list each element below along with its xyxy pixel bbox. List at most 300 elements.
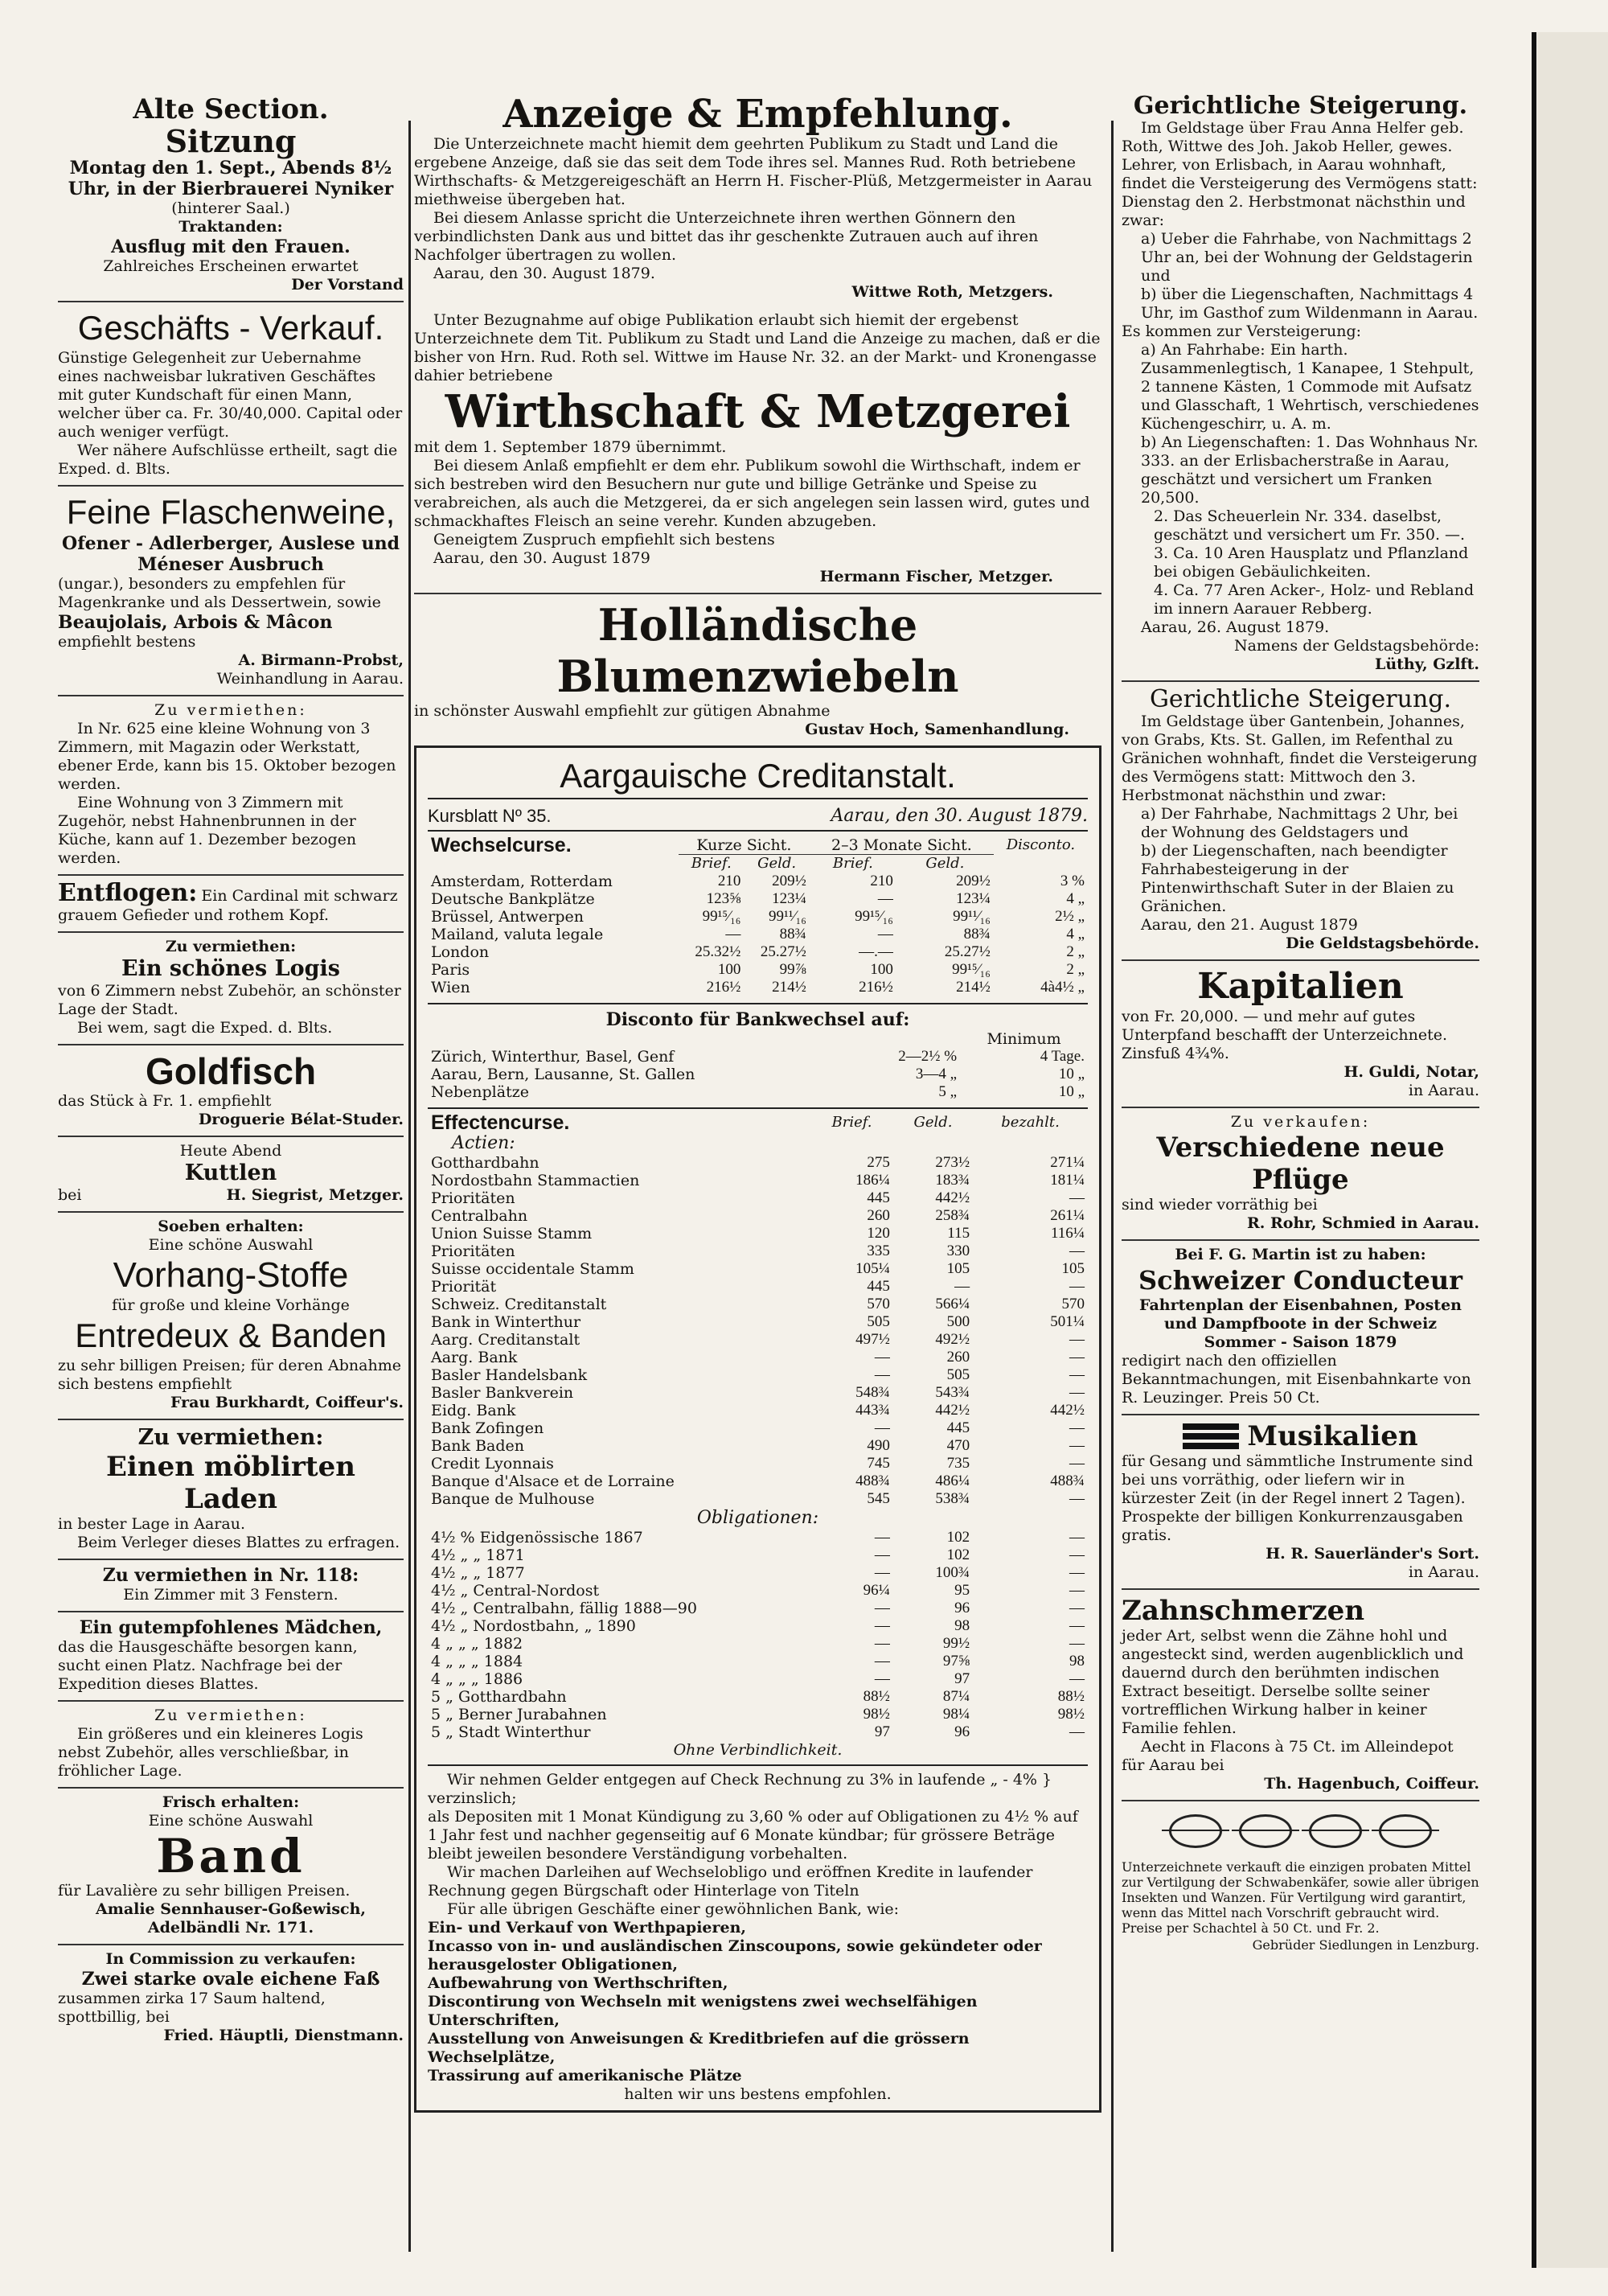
row-label: Amsterdam, Rotterdam — [431, 873, 613, 890]
monate-sicht-header: 2–3 Monate Sicht. — [810, 836, 994, 855]
ad-text: (hinterer Saal.) — [171, 199, 290, 217]
row-label: Prioritäten — [431, 1242, 515, 1260]
row-label: 4½ „ Central-Nordost — [431, 1582, 600, 1600]
row-value: 123¼ — [772, 890, 806, 907]
credit-title: Aargauische Creditanstalt. — [428, 754, 1088, 799]
middle-column — [414, 88, 1101, 2113]
row-value: 99¹⁵⁄₁₆ — [855, 908, 893, 925]
row-value: — — [1069, 1242, 1085, 1259]
ad-kuttlen — [58, 1137, 404, 1213]
ad-text: sind wieder vorräthig bei — [1122, 1196, 1318, 1214]
row-label: Banque de Mulhouse — [431, 1490, 595, 1508]
ad-signature: Amalie Sennhauser-Goßewisch, — [95, 1900, 367, 1918]
column-rule-right — [1111, 121, 1114, 2252]
row-label: Suisse occidentale Stamm — [431, 1260, 634, 1278]
row-value: 4 Tage. — [1040, 1048, 1085, 1065]
ad-vorhang — [58, 1213, 404, 1420]
row-value: 88½ — [863, 1688, 890, 1705]
footer-text: Wir nehmen Gelder entgegen auf Check Rechnung zu 3% in laufende „ - 4% } verzinslich; — [428, 1771, 1052, 1807]
ad-text: von Fr. 20,000. — und mehr auf gutes Unterpfand beschafft der Unterzeichnete. Zinsfuß 4¾%. — [1122, 1008, 1448, 1062]
row-label: 4 „ „ „ 1886 — [431, 1670, 523, 1688]
row-value: — — [874, 1600, 890, 1616]
row-value: 181¼ — [1050, 1172, 1085, 1189]
row-value: 97 — [954, 1670, 970, 1687]
ad-text: Ofener - Adlerberger, Auslese und Méneser Ausbruch — [62, 533, 400, 575]
beetle-icon — [1379, 1814, 1432, 1848]
disconto-section — [428, 1003, 1088, 1101]
left-column — [58, 88, 404, 2052]
row-value: 570 — [867, 1296, 890, 1312]
table-row — [428, 1066, 1088, 1083]
ad-title: Kuttlen — [184, 1160, 277, 1185]
ad-title: Goldfisch — [145, 1050, 317, 1092]
table-row — [428, 943, 1088, 961]
row-label: 4½ „ „ 1877 — [431, 1564, 525, 1582]
row-value: 501¼ — [1050, 1313, 1085, 1330]
ad-text: in schönster Auswahl empfiehlt zur gütigen Abnahme — [414, 702, 831, 720]
service-item: Aufbewahrung von Werthschriften, — [428, 1974, 728, 1992]
row-value: 4à4½ „ — [1040, 979, 1085, 996]
ad-text: Zu verkaufen: — [1230, 1113, 1371, 1131]
row-label: London — [431, 943, 490, 961]
ad-text: In Nr. 625 eine kleine Wohnung von 3 Zimmern, mit Magazin oder Werkstatt, ebener Erde, kann bis 15. Oktober bezogen werden. — [58, 720, 396, 793]
row-value: — — [1069, 1617, 1085, 1634]
row-value: 95 — [954, 1582, 970, 1599]
ad-logis — [58, 933, 404, 1045]
table-row — [428, 1582, 1088, 1600]
row-label: Aarau, Bern, Lausanne, St. Gallen — [431, 1066, 695, 1083]
ad-title: Entredeux & Banden — [75, 1316, 387, 1354]
effecten-section — [428, 1107, 1088, 1760]
ad-signature: Lüthy, Gzlft. — [1374, 655, 1479, 673]
table-row — [428, 1207, 1088, 1225]
service-item: Trassirung auf amerikanische Plätze — [428, 2067, 742, 2084]
row-label: 5 „ Stadt Winterthur — [431, 1723, 591, 1741]
kurze-sicht-header: Kurze Sicht. — [679, 836, 810, 855]
row-value: 100¾ — [935, 1564, 970, 1581]
ad-signature: Th. Hagenbuch, Coiffeur. — [1264, 1775, 1479, 1793]
ad-signature: Hermann Fischer, Metzger. — [819, 568, 1053, 585]
row-value: 216½ — [859, 979, 893, 996]
row-value: 99⅞ — [779, 961, 806, 978]
ad-flaschenweine — [58, 487, 404, 696]
geld-header: Geld. — [757, 855, 797, 872]
row-value: 97 — [874, 1723, 890, 1740]
row-value: 216½ — [706, 979, 741, 996]
ad-text: (ungar.), besonders zu empfehlen für Magenkranke und als Dessertwein, sowie — [58, 575, 381, 611]
table-row — [428, 1670, 1088, 1688]
row-label: Wien — [431, 979, 470, 996]
table-row — [428, 1189, 1088, 1207]
row-value: 88½ — [1057, 1688, 1085, 1705]
row-value: 105¼ — [855, 1260, 890, 1277]
row-value: 210 — [717, 873, 741, 889]
row-value: 488¾ — [1050, 1472, 1085, 1489]
ad-text: Im Geldstage über Gantenbein, Johannes, von Grabs, Kts. St. Gallen, im Refenthal zu Gränichen wohnhaft, findet die Versteigerung des Vermögens statt: Mittwoch den 3. Herbstmonat nächsthin und zwar: — [1122, 713, 1478, 804]
row-label: Nebenplätze — [431, 1083, 529, 1101]
ad-text: 2. Das Scheuerlein Nr. 334. daselbst, geschätzt und versichert um Fr. 350. —. — [1154, 507, 1466, 544]
ad-title: Alte Section. — [133, 93, 329, 125]
ad-text: Unterzeichnete verkauft die einzigen probaten Mittel zur Vertilgung der Schwabenkäfer, sowie aller übrigen Insekten und Wanzen. Für Vertilgung wird garantirt, wenn das Mittel nach Vorschrift gebraucht wird. Preise per Schachtel à 50 Ct. und Fr. 2. — [1122, 1859, 1479, 1936]
row-value: — — [874, 1529, 890, 1546]
row-value: 96 — [954, 1723, 970, 1740]
table-row — [428, 1278, 1088, 1296]
row-value: — — [877, 926, 893, 943]
row-value: 570 — [1061, 1296, 1085, 1312]
row-value: — — [874, 1635, 890, 1652]
beetle-icon — [1169, 1814, 1222, 1848]
row-value: — — [1069, 1419, 1085, 1436]
row-value: 123⅝ — [706, 890, 741, 907]
ad-text: Montag den 1. Sept., Abends 8½ Uhr, in der Bierbrauerei Nyniker — [68, 158, 394, 199]
beetle-icon — [1309, 1814, 1362, 1848]
ad-signature: Die Geldstagsbehörde. — [1286, 934, 1479, 952]
footer-text: als Depositen mit 1 Monat Kündigung zu 3,60 % oder auf Obligationen zu 4½ % auf 1 Jahr fest und nachher gegenseitig auf 6 Monate kündbar; für grössere Beträge bleibt jeweilen besondere Verständigung vorbehalten. — [428, 1808, 1078, 1863]
ad-text: Zu vermiethen: — [165, 938, 297, 955]
ad-text: Traktanden: — [178, 218, 283, 236]
ad-signature: Adelbändli Nr. 171. — [147, 1919, 314, 1937]
insect-illustration — [1122, 1806, 1479, 1859]
ad-title: Entflogen: — [58, 879, 198, 907]
row-label: Brüssel, Antwerpen — [431, 908, 585, 926]
row-label: Paris — [431, 961, 470, 979]
row-value: — — [1069, 1546, 1085, 1563]
row-value: — — [725, 926, 741, 943]
row-value: 210 — [870, 873, 893, 889]
disconto-header: Disconto. — [1006, 836, 1076, 853]
ad-band — [58, 1789, 404, 1945]
row-value: — — [1069, 1384, 1085, 1401]
ad-signature: H. Siegrist, Metzger. — [226, 1186, 404, 1204]
ad-pfluege — [1122, 1108, 1479, 1241]
row-value: 735 — [946, 1455, 970, 1472]
row-value: 98½ — [1057, 1706, 1085, 1723]
ad-signature: Wittwe Roth, Metzgers. — [851, 283, 1053, 301]
ad-title: Kapitalien — [1197, 966, 1404, 1007]
ad-insekten — [1122, 1801, 1479, 1961]
effecten-table — [428, 1111, 1088, 1760]
row-value: 260 — [946, 1349, 970, 1366]
ad-fass — [58, 1945, 404, 2052]
ad-wohnung — [58, 696, 404, 876]
service-item: Ausstellung von Anweisungen & Kreditbriefen auf die grössern Wechselplätze, — [428, 2030, 970, 2066]
ad-title: Ein gutempfohlenes Mädchen, — [79, 1617, 383, 1638]
table-row — [428, 926, 1088, 943]
ad-text: Ein größeres und ein kleineres Logis nebst Zubehör, alles verschließbar, in fröhlicher Lage. — [58, 1725, 363, 1780]
row-value: 25.27½ — [760, 943, 806, 960]
ad-text: Eine Wohnung von 3 Zimmern mit Zugehör, nebst Hahnenbrunnen in der Küche, kann auf 1. Dezember bezogen werden. — [58, 794, 357, 867]
row-label: Union Suisse Stamm — [431, 1225, 593, 1242]
row-value: 99¹⁵⁄₁₆ — [702, 908, 741, 925]
row-value: 116¼ — [1050, 1225, 1085, 1242]
row-value: 10 „ — [1058, 1083, 1085, 1100]
ad-geschaefts-verkauf — [58, 302, 404, 487]
ad-logis2 — [58, 1702, 404, 1789]
minimum-header: Minimum — [987, 1030, 1061, 1048]
row-label: Schweiz. Creditanstalt — [431, 1296, 607, 1313]
table-row — [428, 1688, 1088, 1706]
row-value: — — [874, 1670, 890, 1687]
ad-signature: Weinhandlung in Aarau. — [216, 670, 404, 688]
ad-text: b) An Liegenschaften: 1. Das Wohnhaus Nr. 333. an der Erlisbacherstraße in Aarau, geschätzt und versichert um Franken 20,500. — [1141, 433, 1479, 507]
row-value: — — [1069, 1349, 1085, 1366]
row-value: 5 „ — [938, 1083, 958, 1100]
row-label: 4½ „ Nordostbahn, „ 1890 — [431, 1617, 636, 1635]
ohne-verbindlichkeit: Ohne Verbindlichkeit. — [673, 1741, 843, 1759]
ad-heading: Sitzung — [165, 123, 297, 159]
row-value: 98 — [1069, 1653, 1085, 1670]
row-value: 2—2½ % — [898, 1048, 958, 1065]
row-value: 88¾ — [963, 926, 991, 943]
table-row — [428, 1260, 1088, 1278]
ad-text: Es kommen zur Versteigerung: — [1122, 322, 1362, 340]
table-row — [428, 1154, 1088, 1172]
geld-header: Geld. — [913, 1114, 953, 1131]
brief-header: Brief. — [832, 855, 873, 872]
row-value: — — [874, 1564, 890, 1581]
row-value: 492½ — [935, 1331, 970, 1348]
ad-text: bei — [58, 1186, 82, 1204]
table-row — [428, 1384, 1088, 1402]
ad-text: Bei wem, sagt die Exped. d. Blts. — [77, 1019, 333, 1037]
table-row — [428, 1600, 1088, 1617]
service-item: Incasso von in- und ausländischen Zinscoupons, sowie gekündeter oder herausgeloster Obligationen, — [428, 1937, 1042, 1974]
ad-title: Holländische Blumenzwiebeln — [556, 599, 959, 702]
row-value: 443¾ — [855, 1402, 890, 1419]
row-value: — — [954, 1278, 970, 1295]
ad-laden — [58, 1420, 404, 1560]
row-value: 258¾ — [935, 1207, 970, 1224]
row-value: —.— — [859, 943, 893, 960]
ad-anzeige-empfehlung — [414, 88, 1101, 594]
ad-signature: in Aarau. — [1408, 1563, 1479, 1581]
row-value: — — [1069, 1278, 1085, 1295]
ad-text: Günstige Gelegenheit zur Uebernahme eines nachweisbar lukrativen Geschäftes mit guter Kundschaft für einen Mann, welcher über ca. Fr. 30/40,000. Capital oder auch weniger verfügt. — [58, 349, 403, 441]
row-value: 87¼ — [942, 1688, 970, 1705]
row-value: 214½ — [956, 979, 991, 996]
row-value: 2 „ — [1066, 961, 1085, 978]
ad-title: Zu vermiethen: — [154, 701, 307, 719]
ad-title: Vorhang-Stoffe — [113, 1255, 349, 1295]
table-row — [428, 1546, 1088, 1564]
ad-signature: in Aarau. — [1408, 1082, 1479, 1099]
footer-text: halten wir uns bestens empfohlen. — [624, 2085, 892, 2103]
row-value: 490 — [867, 1437, 890, 1454]
table-row — [428, 1706, 1088, 1723]
row-value: — — [877, 890, 893, 907]
row-label: Mailand, valuta legale — [431, 926, 604, 943]
row-value: 214½ — [772, 979, 806, 996]
row-value: 98¼ — [942, 1706, 970, 1723]
row-value: 335 — [867, 1242, 890, 1259]
row-value: 3—4 „ — [915, 1066, 958, 1082]
table-row — [428, 1331, 1088, 1349]
ad-signature: Frau Burkhardt, Coiffeur's. — [170, 1394, 404, 1411]
row-value: 442½ — [1050, 1402, 1085, 1419]
row-label: Prioritäten — [431, 1189, 515, 1207]
row-value: 538¾ — [935, 1490, 970, 1507]
ad-title: Musikalien — [1247, 1420, 1418, 1452]
table-row — [428, 1083, 1088, 1101]
geld-header: Geld. — [925, 855, 965, 872]
ad-signature: Fried. Häuptli, Dienstmann. — [163, 2027, 404, 2044]
row-label: 4½ „ Centralbahn, fällig 1888—90 — [431, 1600, 697, 1617]
ad-signature: R. Rohr, Schmied in Aarau. — [1246, 1214, 1479, 1232]
row-value: 4 „ — [1066, 890, 1085, 907]
row-value: 500 — [946, 1313, 970, 1330]
ad-title: Anzeige & Empfehlung. — [503, 92, 1013, 137]
row-value: 543¾ — [935, 1384, 970, 1401]
table-row — [428, 961, 1088, 979]
ad-text: b) über die Liegenschaften, Nachmittags 4 Uhr, im Gasthof zum Wildenmann in Aarau. — [1141, 285, 1479, 322]
table-row — [428, 1048, 1088, 1066]
ad-title: Wirthschaft & Metzgerei — [445, 385, 1071, 438]
bezahlt-header: bezahlt. — [1001, 1114, 1060, 1131]
ad-text: Aarau, 26. August 1879. — [1141, 618, 1330, 636]
ad-text: Beim Verleger dieses Blattes zu erfragen. — [77, 1534, 400, 1551]
row-value: 100 — [870, 961, 893, 978]
row-value: 2½ „ — [1055, 908, 1085, 925]
ad-title: Einen möblirten Laden — [106, 1451, 355, 1515]
ad-text: 4. Ca. 77 Aren Acker-, Holz- und Rebland im innern Aarauer Rebberg. — [1154, 581, 1475, 618]
row-value: 99¹⁵⁄₁₆ — [952, 961, 991, 978]
ad-text — [58, 1186, 404, 1205]
ad-text: Aarau, den 30. August 1879. — [433, 265, 655, 282]
page-edge-right — [1532, 32, 1536, 2268]
row-value: 105 — [1061, 1260, 1085, 1277]
table-row — [428, 1172, 1088, 1189]
row-value: — — [874, 1546, 890, 1563]
ad-signature: H. Guldi, Notar, — [1343, 1063, 1479, 1081]
ad-text: Bei diesem Anlaß empfiehlt er dem ehr. Publikum sowohl die Wirthschaft, indem er sich bestreben wird den Besuchern nur gute und billige Getränke und Speise zu verabreichen, als auch die Metzgerei, da er sich angelegen sein lassen wird, gutes und schmackhaftes Fleisch an seine verehr. Kunden abzugeben. — [414, 457, 1090, 530]
row-value: 209½ — [772, 873, 806, 889]
row-label: Gotthardbahn — [431, 1154, 539, 1172]
row-label: 4 „ „ „ 1882 — [431, 1635, 523, 1653]
row-value: 100 — [717, 961, 741, 978]
row-value: 445 — [867, 1278, 890, 1295]
row-label: 5 „ Berner Jurabahnen — [431, 1706, 607, 1723]
row-label: Nordostbahn Stammactien — [431, 1172, 640, 1189]
ad-kapitalien — [1122, 961, 1479, 1108]
row-value: 260 — [867, 1207, 890, 1224]
row-value: 115 — [947, 1225, 970, 1242]
ad-title: Geschäfts - Verkauf. — [77, 309, 384, 347]
row-value: 486¼ — [935, 1472, 970, 1489]
row-value: — — [1069, 1723, 1085, 1740]
row-value: 566¼ — [935, 1296, 970, 1312]
row-value: 470 — [946, 1437, 970, 1454]
table-row — [428, 979, 1088, 996]
row-value: — — [1069, 1564, 1085, 1581]
ad-text: Im Geldstage über Frau Anna Helfer geb. Roth, Wittwe des Joh. Jakob Heller, gewes. Lehrer, von Erlisbach, in Aarau wohnhaft, findet die Versteigerung des Vermögens statt: Dienstag den 2. Herbstmonat nächsthin und zwar: — [1122, 119, 1478, 229]
ad-text: Zahlreiches Erscheinen erwartet — [103, 257, 359, 275]
row-value: 97⅝ — [942, 1653, 970, 1670]
ad-title: Verschiedene neue Pflüge — [1156, 1132, 1445, 1196]
ad-text: In Commission zu verkaufen: — [105, 1950, 356, 1968]
table-row — [428, 1242, 1088, 1260]
row-value: 99¹¹⁄₁₆ — [953, 908, 991, 925]
table-row — [428, 1529, 1088, 1546]
ad-text: Aecht in Flacons à 75 Ct. im Alleindepot für Aarau bei — [1122, 1738, 1454, 1774]
table-row — [428, 890, 1088, 908]
row-value: 99½ — [942, 1635, 970, 1652]
row-value: 186¼ — [855, 1172, 890, 1189]
row-value: 330 — [946, 1242, 970, 1259]
row-value: 209½ — [956, 873, 991, 889]
ad-goldfisch — [58, 1045, 404, 1137]
ad-blumenzwiebeln — [414, 594, 1101, 745]
row-label: Centralbahn — [431, 1207, 528, 1225]
ad-maedchen — [58, 1612, 404, 1702]
ad-text: empfiehlt bestens — [58, 633, 196, 651]
ad-text: Aarau, den 30. August 1879 — [433, 549, 650, 567]
decorative-bars-icon — [1183, 1420, 1239, 1452]
row-label: Eidg. Bank — [431, 1402, 516, 1419]
row-value: 505 — [867, 1313, 890, 1330]
ad-text: Soeben erhalten: — [158, 1218, 304, 1235]
ad-signature: Droguerie Bélat-Studer. — [198, 1111, 404, 1128]
row-value: — — [1069, 1490, 1085, 1507]
kursblatt-number: Kursblatt Nº 35. — [428, 806, 552, 826]
ad-title: Schweizer Conducteur — [1138, 1265, 1462, 1296]
row-value: — — [1069, 1455, 1085, 1472]
row-value: 442½ — [935, 1402, 970, 1419]
ad-text: Eine schöne Auswahl — [148, 1812, 314, 1830]
row-value: — — [1069, 1366, 1085, 1383]
ad-text: a) Der Fahrhabe, Nachmittags 2 Uhr, bei der Wohnung des Geldstagers und — [1141, 805, 1458, 841]
row-value: 88¾ — [779, 926, 806, 943]
ad-text: zusammen zirka 17 Saum haltend, spottbillig, bei — [58, 1990, 326, 2026]
row-value: 25.32½ — [695, 943, 741, 960]
ad-signature: Der Vorstand — [291, 276, 404, 294]
ad-text: Die Unterzeichnete macht hiemit dem geehrten Publikum zu Stadt und Land die ergebene Anzeige, daß sie das seit dem Tode ihres sel. Mannes Rud. Roth betriebene Wirthschafts- & Metzgereigeschäft an Herrn H. Fischer-Plüß, Metzgermeister in Aarau miethweise übergeben hat. — [414, 135, 1093, 208]
ad-text: Fahrtenplan der Eisenbahnen, Posten und Dampfboote in der Schweiz — [1139, 1296, 1462, 1333]
ad-steigerung-2 — [1122, 682, 1479, 961]
brief-header: Brief. — [831, 1114, 872, 1131]
ad-title: Zwei starke ovale eichene Faß — [81, 1969, 380, 1990]
table-row — [428, 1490, 1088, 1508]
row-value: 102 — [946, 1529, 970, 1546]
wechsel-title: Wechselcurse. — [431, 834, 572, 856]
row-label: 4½ „ „ 1871 — [431, 1546, 525, 1564]
ad-entflogen — [58, 876, 404, 933]
table-row — [428, 1313, 1088, 1331]
row-value: — — [874, 1366, 890, 1383]
table-row — [428, 1653, 1088, 1670]
row-value: 96¼ — [863, 1582, 890, 1599]
row-value: 99¹¹⁄₁₆ — [769, 908, 806, 925]
page-edge-right-border — [1537, 32, 1608, 2268]
ad-text: a) Ueber die Fahrhabe, von Nachmittags 2 Uhr an, bei der Wohnung der Geldstagerin und — [1141, 230, 1473, 285]
row-value: — — [874, 1349, 890, 1366]
ad-text: Sommer - Saison 1879 — [1204, 1333, 1397, 1351]
ad-steigerung-1 — [1122, 88, 1479, 682]
row-value: — — [1069, 1189, 1085, 1206]
row-value: 96 — [954, 1600, 970, 1616]
row-value: 745 — [867, 1455, 890, 1472]
wechsel-table — [428, 836, 1088, 996]
row-value: 3 % — [1060, 873, 1085, 889]
ad-text: redigirt nach den offiziellen Bekanntmachungen, mit Eisenbahnkarte von R. Leuzinger. Preis 50 Ct. — [1122, 1352, 1471, 1407]
row-label: Credit Lyonnais — [431, 1455, 554, 1472]
row-value: 488¾ — [855, 1472, 890, 1489]
row-value: 273½ — [935, 1154, 970, 1171]
row-value: 120 — [867, 1225, 890, 1242]
ad-text: Geneigtem Zuspruch empfiehlt sich bestens — [433, 531, 775, 548]
row-value: 445 — [867, 1189, 890, 1206]
row-value: — — [1069, 1529, 1085, 1546]
ad-text: Heute Abend — [179, 1142, 282, 1160]
